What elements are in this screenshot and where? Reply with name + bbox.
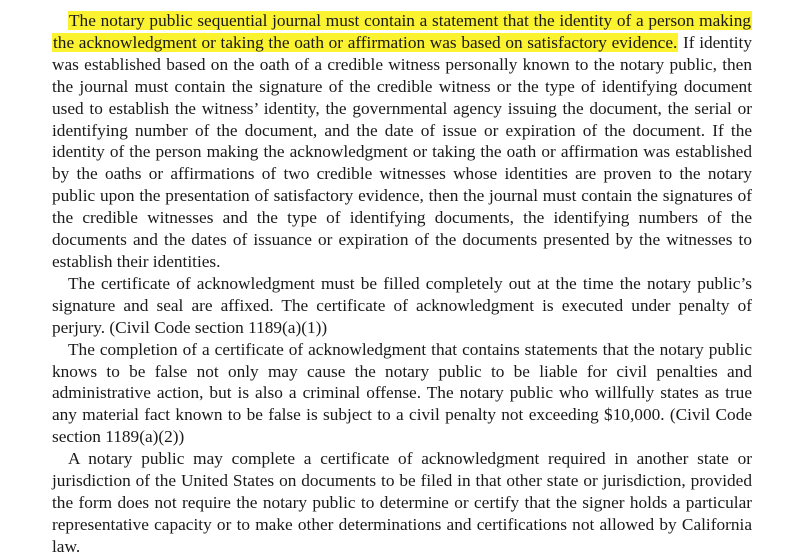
paragraph-other-jurisdictions	[52, 448, 752, 558]
paragraph-text: A notary public may complete a certificate of acknowledgment required in another state or jurisdiction of the United States on documents to be filed in that other state or jurisdiction, provided the form does not require the notary public to determine or certify that the signer holds a particular representative capacity or to make other determinations and certifications not allowed by California law.	[52, 449, 752, 556]
document-body	[52, 10, 752, 558]
paragraph-text: The completion of a certificate of acknowledgment that contains statements that the notary public knows to be false not only may cause the notary public to be liable for civil penalties and administrative action, but is also a criminal offense. The notary public who willfully states as true any material fact known to be false is subject to a civil penalty not exceeding $10,000. (Civil Code section 1189(a)(2))	[52, 339, 752, 447]
highlighted-text: The notary public sequential journal must contain a statement that the identity of a person making the acknowledgment or taking the oath or affirmation was based on satisfactory evidence.	[53, 11, 751, 52]
paragraph-certificate-completion	[52, 273, 752, 339]
paragraph-text: The certificate of acknowledgment must be filled completely out at the time the notary public’s signature and seal are affixed. The certificate of acknowledgment is executed under penalty of perjury. (Civil Code section 1189(a)(1))	[52, 273, 752, 337]
paragraph-false-statements	[52, 339, 752, 449]
paragraph-text: If identity was established based on the oath of a credible witness personally known to the notary public, then the journal must contain the signature of the credible witness or the type of identifying document used to establish the witness’ identity, the governmental agency issuing the document, the serial or identifying number of the document, and the date of issue or expiration of the document. If the identity of the person making the acknowledgment or taking the oath or affirmation was established by the oaths or affirmations of two credible witnesses whose identities are proven to the notary public upon the presentation of satisfactory evidence, then the journal must contain the signatures of the credible witnesses and the type of identifying documents, the identifying numbers of the documents and the dates of issuance or expiration of the documents presented by the witnesses to establish their identities.	[52, 32, 752, 271]
paragraph-journal-requirements	[52, 10, 752, 273]
